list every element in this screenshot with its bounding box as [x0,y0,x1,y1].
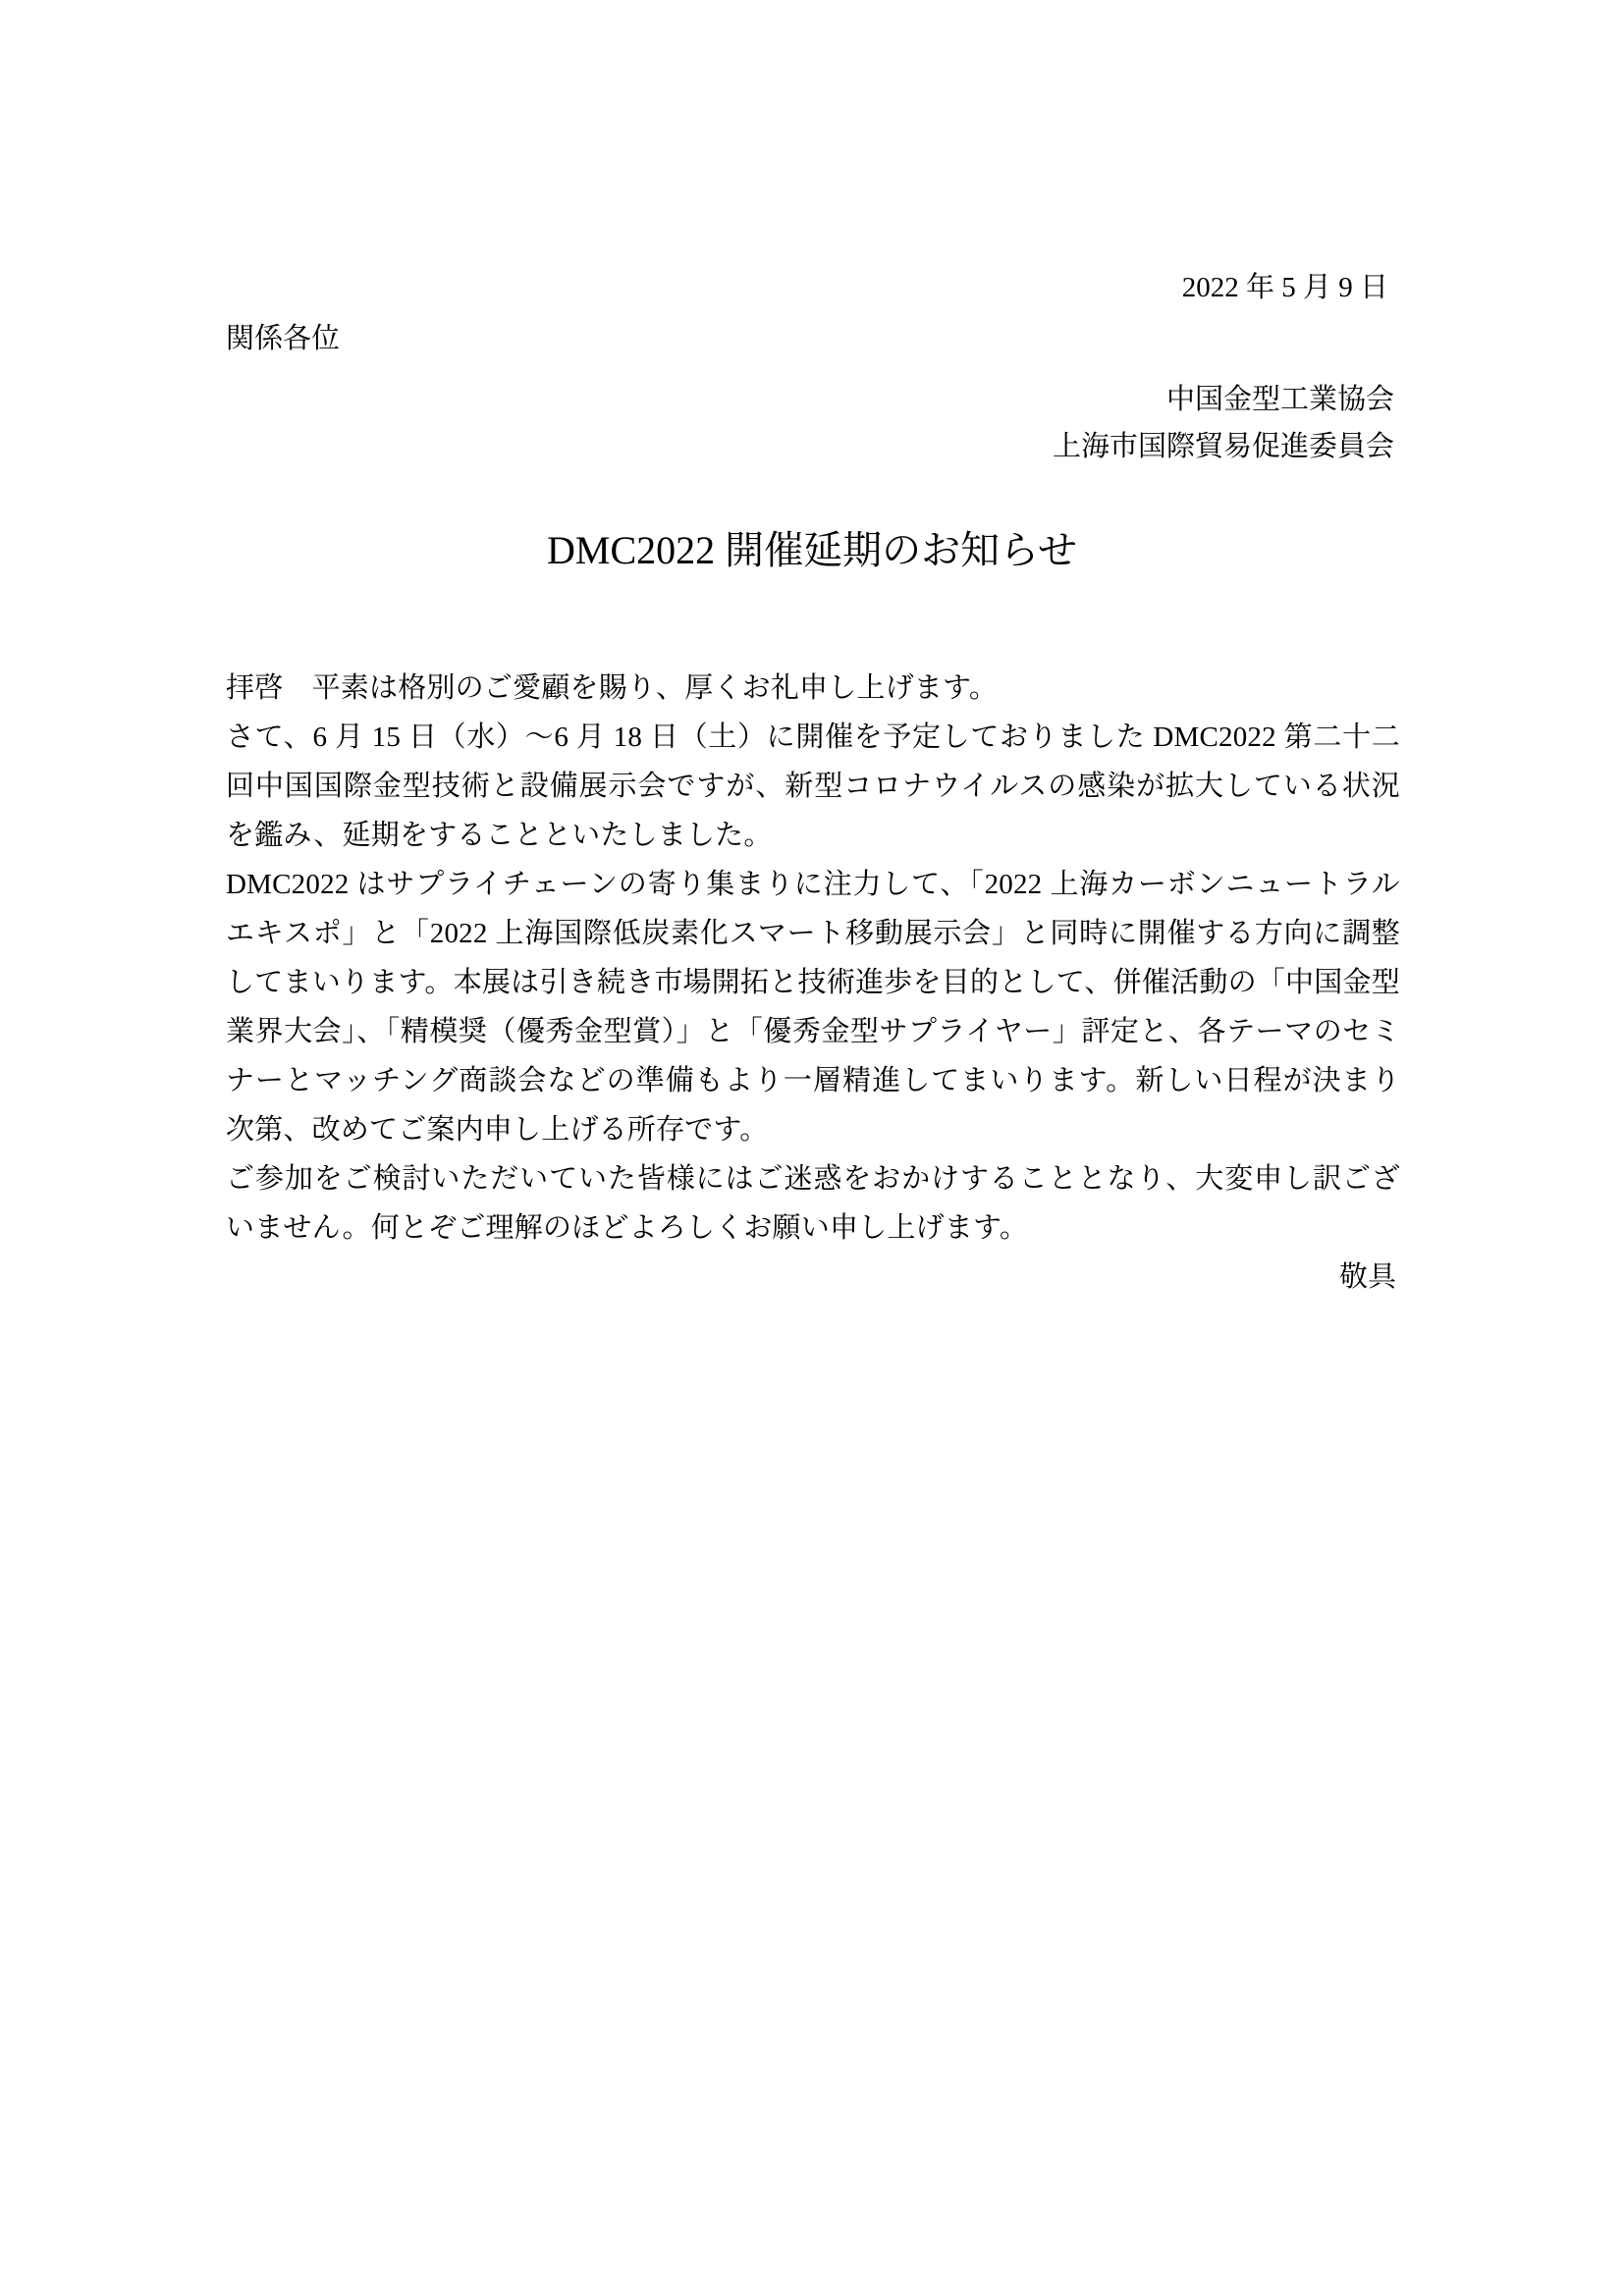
body-block [226,664,1400,1302]
paragraph [226,713,1400,860]
sender-line-association: 中国金型工業協会 [1165,384,1394,415]
body-line: ご参加をご検討いただいていた皆様にはご迷惑をおかけすることとなり、大変申し訳ござ [226,1163,1400,1195]
recipient-line: 関係各位 [226,323,341,354]
body-line: ナーとマッチング商談会などの準備もより一層精進してまいります。新しい日程が決まり [226,1065,1400,1096]
body-line: 次第、改めてご案内申し上げる所存です。 [226,1114,769,1146]
body-line: DMC2022 はサプライチェーンの寄り集まりに注力して、「2022 上海カーボンニュートラル [226,869,1400,900]
paragraph [226,1154,1400,1253]
body-line: を鑑み、延期をすることといたしました。 [226,820,773,851]
body-line: エキスポ」と「2022 上海国際低炭素化スマート移動展示会」と同時に開催する方向に調整 [226,918,1400,949]
sender-line-committee: 上海市国際貿易促進委員会 [1052,431,1394,462]
body-line: いません。何とぞご理解のほどよろしくお願い申し上げます。 [226,1212,1029,1244]
body-line: してまいります。本展は引き続き市場開拓と技術進歩を目的として、併催活動の「中国金型 [226,967,1400,998]
sender-lines [226,376,1394,470]
date-line: 2022 年 5 月 9 日 [1181,272,1388,303]
body-line: さて、6 月 15 日（水）～6 月 18 日（土）に開催を予定しておりました DMC2022 第二十二 [226,721,1400,753]
body-paragraphs [226,664,1400,1253]
body-line: 回中国国際金型技術と設備展示会ですが、新型コロナウイルスの感染が拡大している状況 [226,771,1400,802]
paragraph [226,664,1400,713]
body-line: 拝啓 平素は格別のご愛顧を賜り、厚くお礼申し上げます。 [226,672,999,704]
closing-line: 敬具 [1338,1261,1396,1293]
document-title: DMC2022 開催延期のお知らせ [547,528,1077,572]
body-line: 業界大会」、「精模奨（優秀金型賞）」と「優秀金型サプライヤー」評定と、各テーマのセミ [226,1016,1400,1047]
paragraph [226,860,1400,1154]
